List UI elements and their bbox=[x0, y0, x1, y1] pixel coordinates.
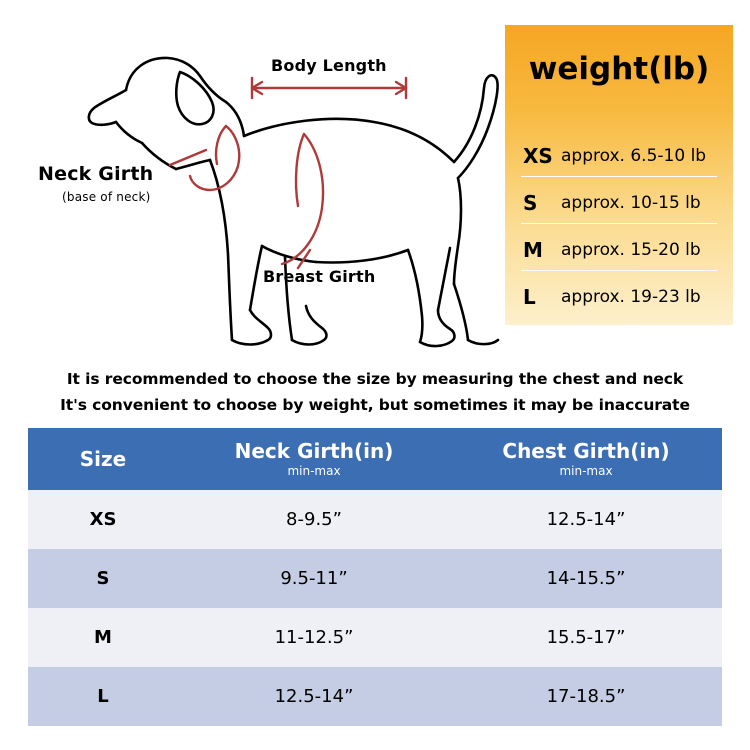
dog-outline-illustration bbox=[30, 10, 500, 360]
label-neck-girth: Neck Girth bbox=[38, 163, 154, 185]
weight-row-range: approx. 15-20 lb bbox=[561, 239, 701, 260]
weight-row-range: approx. 10-15 lb bbox=[561, 192, 701, 213]
label-neck-girth-sublabel: (base of neck) bbox=[62, 190, 151, 204]
recommendation-notes bbox=[0, 366, 750, 418]
header-chest-girth: Chest Girth(in) min-max bbox=[450, 428, 722, 490]
cell-neck: 11-12.5” bbox=[178, 608, 450, 667]
header-neck-girth: Neck Girth(in) min-max bbox=[178, 428, 450, 490]
label-breast-girth: Breast Girth bbox=[263, 267, 376, 286]
weight-row-size: M bbox=[523, 237, 543, 262]
weight-row-range: approx. 19-23 lb bbox=[561, 286, 701, 307]
header-size: Size bbox=[28, 428, 178, 490]
weight-row bbox=[521, 276, 717, 317]
weight-row bbox=[521, 135, 717, 177]
cell-neck: 9.5-11” bbox=[178, 549, 450, 608]
note-line-1: It is recommended to choose the size by measuring the chest and neck bbox=[66, 370, 684, 388]
weight-guide-title: weight(lb) bbox=[528, 51, 710, 87]
cell-chest: 12.5-14” bbox=[450, 490, 722, 549]
size-table-body bbox=[28, 490, 722, 726]
cell-neck: 12.5-14” bbox=[178, 667, 450, 726]
weight-row bbox=[521, 182, 717, 224]
table-row bbox=[28, 490, 722, 549]
cell-chest: 14-15.5” bbox=[450, 549, 722, 608]
label-body-length: Body Length bbox=[271, 56, 387, 75]
weight-row-size: S bbox=[523, 190, 538, 215]
size-table-header bbox=[28, 428, 722, 490]
cell-size: M bbox=[28, 608, 178, 667]
cell-size: XS bbox=[28, 490, 178, 549]
weight-guide-box bbox=[505, 25, 733, 325]
size-table bbox=[28, 428, 722, 726]
table-header-row bbox=[28, 428, 722, 490]
weight-row-size: L bbox=[523, 284, 536, 309]
table-row bbox=[28, 549, 722, 608]
table-row bbox=[28, 608, 722, 667]
weight-row bbox=[521, 229, 717, 271]
weight-row-range: approx. 6.5-10 lb bbox=[561, 145, 707, 166]
cell-size: L bbox=[28, 667, 178, 726]
weight-row-size: XS bbox=[523, 143, 553, 168]
note-line-2: It's convenient to choose by weight, but sometimes it may be inaccurate bbox=[60, 396, 690, 414]
cell-chest: 17-18.5” bbox=[450, 667, 722, 726]
cell-chest: 15.5-17” bbox=[450, 608, 722, 667]
table-row bbox=[28, 667, 722, 726]
cell-neck: 8-9.5” bbox=[178, 490, 450, 549]
cell-size: S bbox=[28, 549, 178, 608]
